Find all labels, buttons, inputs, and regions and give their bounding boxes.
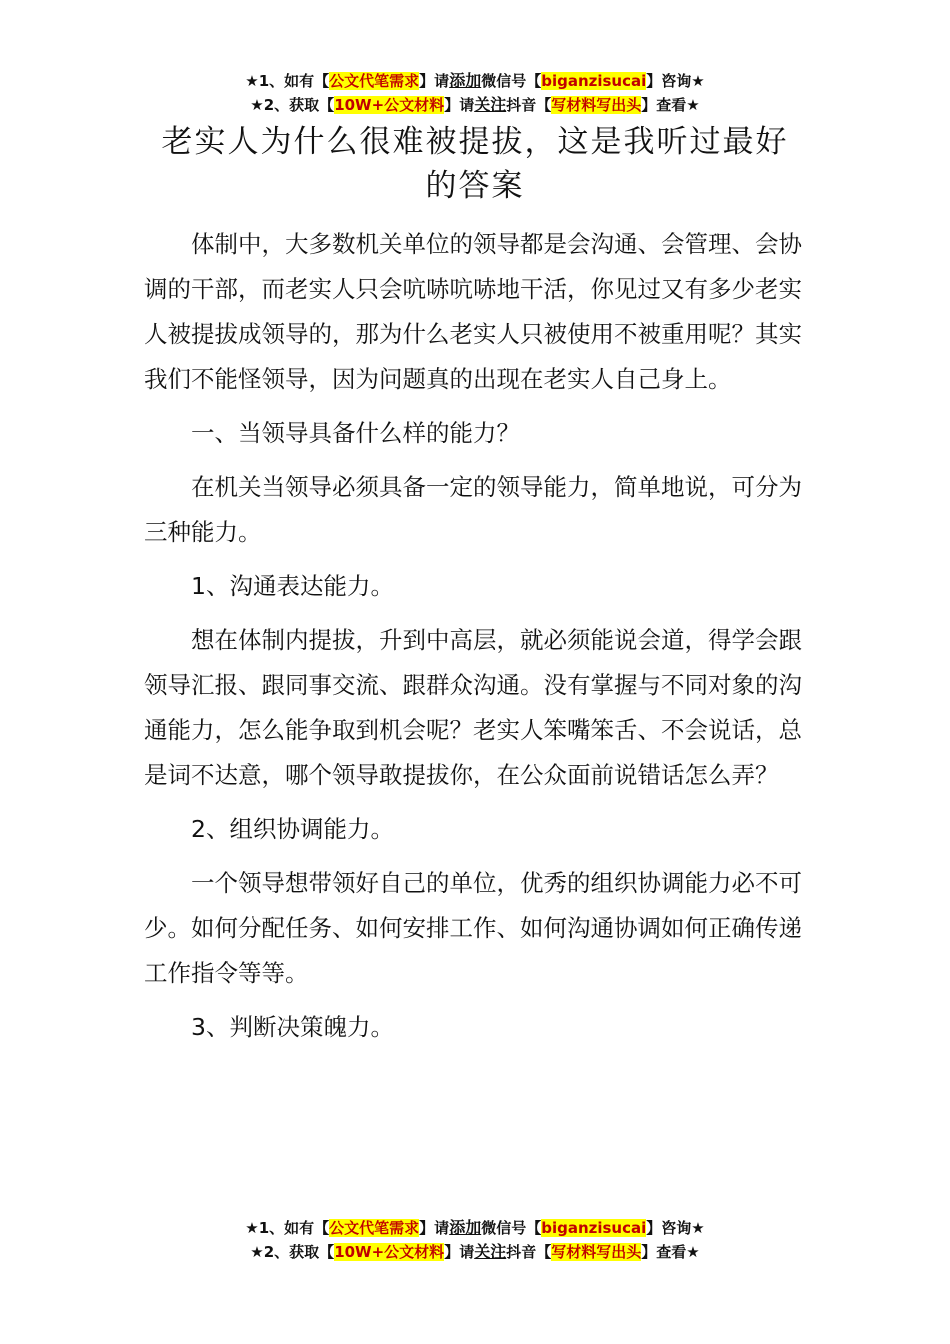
- title-line-1: 老实人为什么很难被提拔，这是我听过最好: [161, 124, 789, 160]
- banner-highlight-wechat: biganzisucai: [541, 1219, 647, 1237]
- paragraph: 体制中，大多数机关单位的领导都是会沟通、会管理、会协调的干部，而老实人只会吭哧吭哧地干活，你见过又有多少老实人被提拔成领导的，那为什么老实人只被使用不被重用呢？其实我们不能怪领导，因为问题真的出现在老实人自己身上。: [144, 230, 802, 393]
- banner-emphasis-follow: 关注: [474, 1242, 507, 1261]
- paragraph: 在机关当领导必须具备一定的领导能力，简单地说，可分为三种能力。: [144, 473, 802, 546]
- banner-emphasis-follow: 关注: [474, 95, 507, 114]
- banner-highlight-materials: 10W+公文材料: [334, 96, 445, 114]
- banner-line-2: [0, 93, 950, 117]
- banner-text: 】请: [419, 1219, 450, 1237]
- section-heading: 一、当领导具备什么样的能力？: [191, 419, 520, 447]
- banner-text: 抖音【: [506, 1243, 552, 1261]
- banner-highlight-douyin: 写材料写出头: [551, 1243, 642, 1261]
- banner-text: 微信号【: [481, 72, 542, 90]
- banner-text: 抖音【: [506, 96, 552, 114]
- document-body: [144, 222, 814, 1059]
- footer-banner: [0, 1216, 950, 1264]
- banner-highlight-wechat: biganzisucai: [541, 72, 647, 90]
- banner-text: ★1、如有【: [245, 72, 330, 90]
- banner-emphasis-add: 添加: [449, 1218, 482, 1237]
- banner-emphasis-add: 添加: [449, 71, 482, 90]
- banner-text: 微信号【: [481, 1219, 542, 1237]
- subsection-heading: 2、组织协调能力。: [191, 815, 394, 843]
- paragraph: 一个领导想带领好自己的单位，优秀的组织协调能力必不可少。如何分配任务、如何安排工作、如何沟通协调如何正确传递工作指令等等。: [144, 869, 802, 987]
- banner-text: 】查看★: [641, 1243, 700, 1261]
- subsection-heading: 3、判断决策魄力。: [191, 1013, 394, 1041]
- banner-line-2: [0, 1240, 950, 1264]
- title-line-2: 的答案: [425, 168, 525, 204]
- header-banner: [0, 69, 950, 117]
- banner-text: ★2、获取【: [250, 96, 335, 114]
- banner-text: 】请: [419, 72, 450, 90]
- banner-text: ★2、获取【: [250, 1243, 335, 1261]
- banner-highlight-douyin: 写材料写出头: [551, 96, 642, 114]
- banner-text: 】查看★: [641, 96, 700, 114]
- subsection-heading: 1、沟通表达能力。: [191, 572, 394, 600]
- banner-text: 】请: [444, 96, 475, 114]
- banner-text: 】咨询★: [646, 72, 705, 90]
- banner-highlight-service: 公文代笔需求: [329, 72, 420, 90]
- paragraph: 想在体制内提拔，升到中高层，就必须能说会道，得学会跟领导汇报、跟同事交流、跟群众沟通。没有掌握与不同对象的沟通能力，怎么能争取到机会呢？老实人笨嘴笨舌、不会说话，总是词不达意，哪个领导敢提拔你，在公众面前说错话怎么弄？: [144, 626, 802, 789]
- banner-highlight-materials: 10W+公文材料: [334, 1243, 445, 1261]
- banner-highlight-service: 公文代笔需求: [329, 1219, 420, 1237]
- document-title: [100, 120, 850, 208]
- banner-line-1: [0, 69, 950, 93]
- banner-text: ★1、如有【: [245, 1219, 330, 1237]
- banner-text: 】请: [444, 1243, 475, 1261]
- banner-line-1: [0, 1216, 950, 1240]
- banner-text: 】咨询★: [646, 1219, 705, 1237]
